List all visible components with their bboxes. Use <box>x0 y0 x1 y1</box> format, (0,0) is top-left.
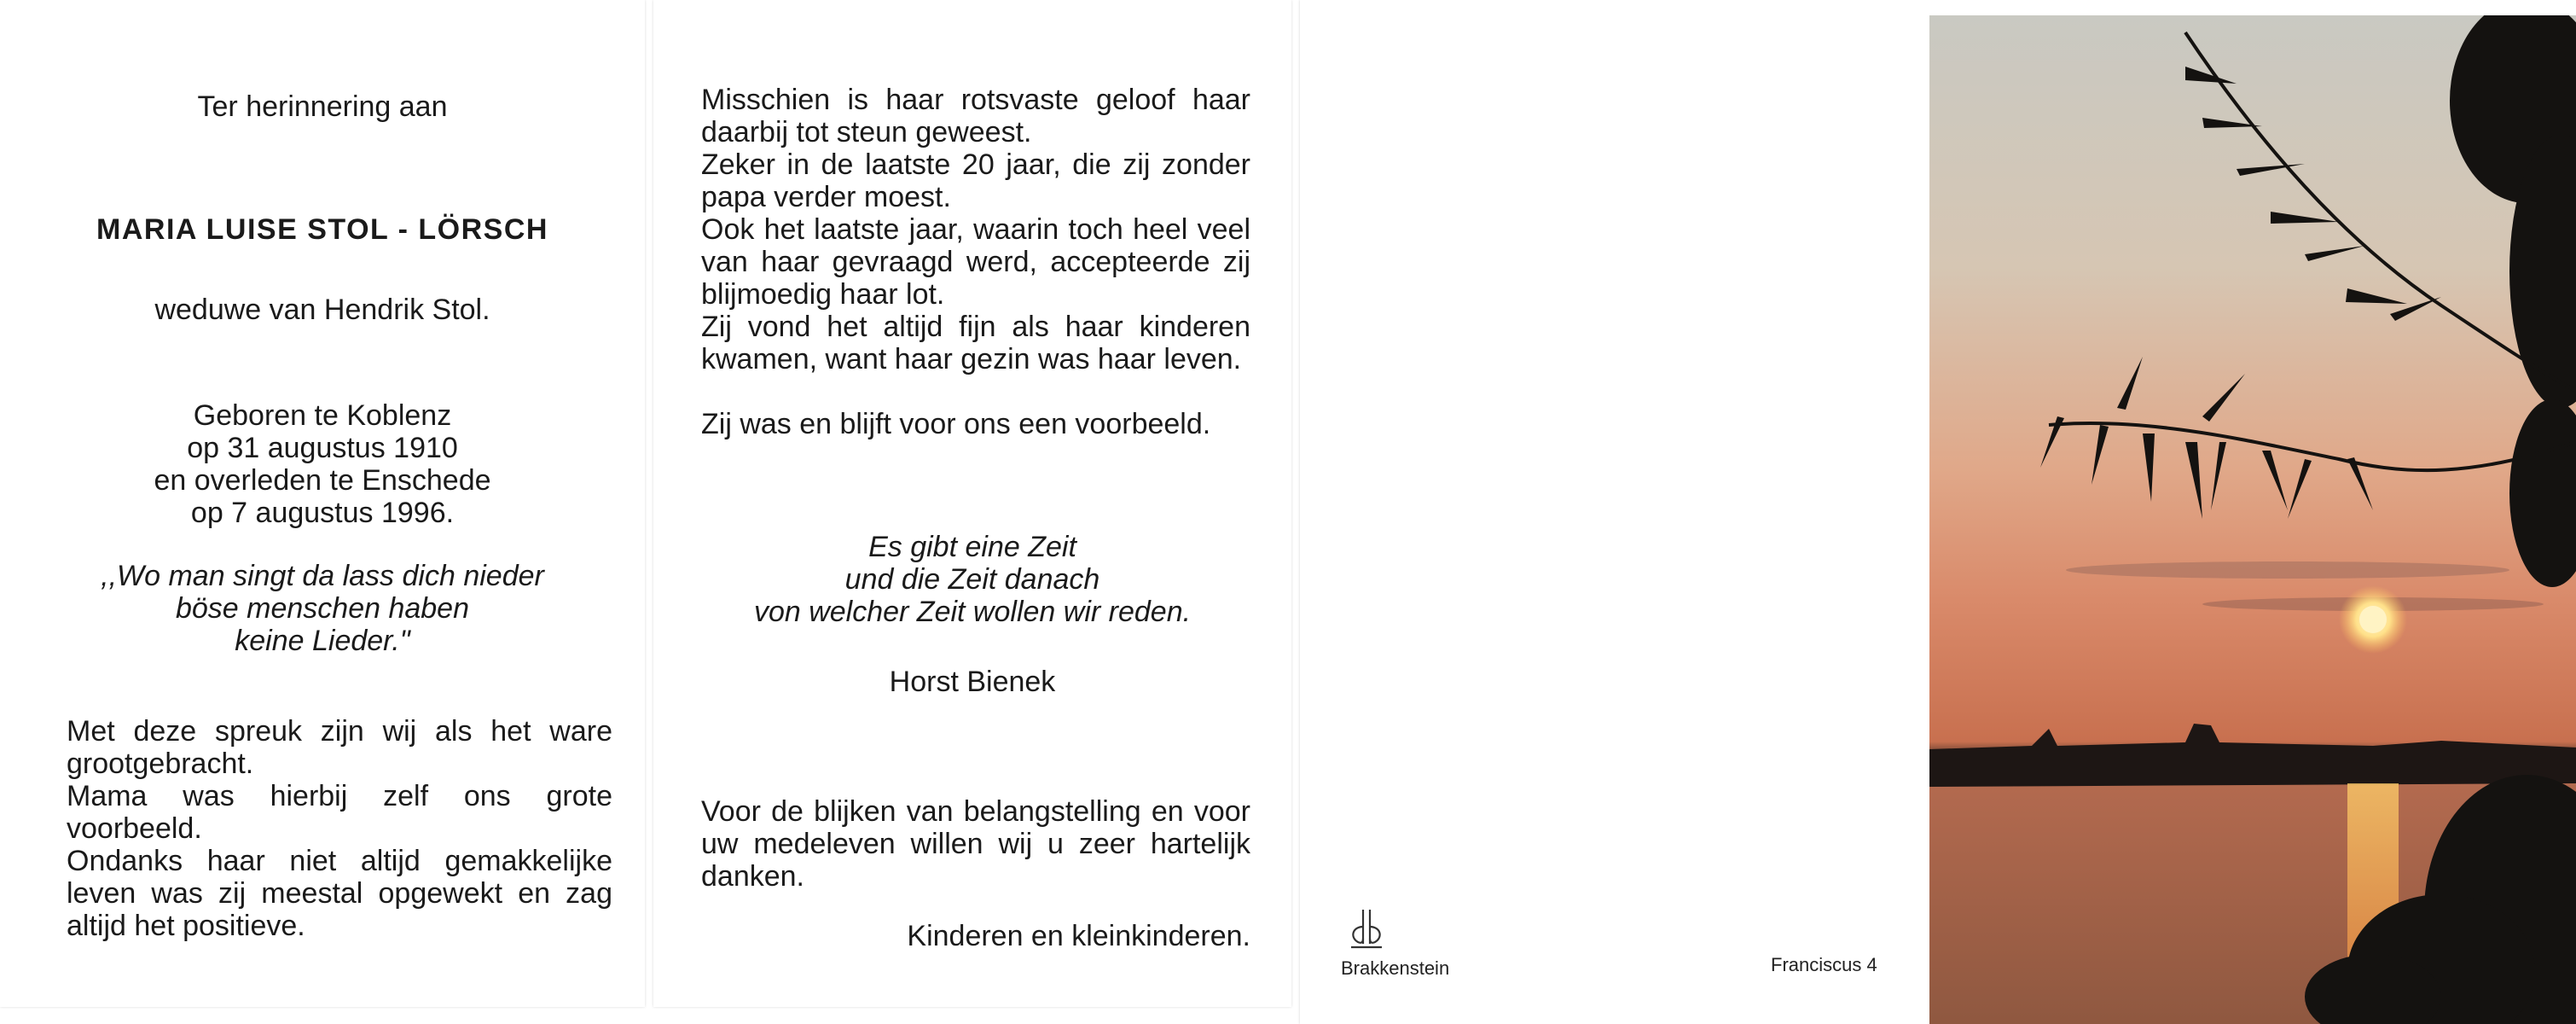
body-paragraph-1: Met deze spreuk zijn wij als het ware grootgebracht. <box>67 715 612 780</box>
poem-line-2: und die Zeit danach <box>844 563 1100 596</box>
publisher-logo-icon <box>1341 905 1392 956</box>
quote-line-1: ,,Wo man singt da lass dich nieder <box>101 560 544 592</box>
body-paragraph-7: Zij vond het altijd fijn als haar kinderen kwamen, want haar gezin was haar leven. <box>701 311 1250 375</box>
brakkenstein-logo <box>1341 905 1469 960</box>
body-paragraph-3: Ondanks haar niet altijd gemakkelijke leven was zij meestal opgewekt en zag altijd het positieve. <box>67 845 612 942</box>
middle-page <box>653 0 1291 1007</box>
birth-line-1: Geboren te Koblenz <box>193 399 452 432</box>
left-page <box>0 0 645 1007</box>
poem-author: Horst Bienek <box>889 666 1056 698</box>
death-line-2: op 7 augustus 1996. <box>190 497 455 529</box>
series-label: Franciscus 4 <box>1771 954 1877 975</box>
body-paragraph-6: Ook het laatste jaar, waarin toch heel veel van haar gevraagd werd, accepteerde zij blijmoedig haar lot. <box>701 213 1250 311</box>
death-line-1: en overleden te Enschede <box>154 464 491 497</box>
deceased-name: MARIA LUISE STOL - LÖRSCH <box>96 213 548 246</box>
body-paragraph-8: Zij was en blijft voor ons een voorbeeld. <box>701 408 1211 440</box>
body-paragraph-4: Misschien is haar rotsvaste geloof haar daarbij tot steun geweest. <box>701 84 1250 148</box>
sunset-landscape-illustration <box>1929 15 2576 1024</box>
body-paragraph-5: Zeker in de laatste 20 jaar, die zij zonder papa verder moest. <box>701 148 1250 213</box>
publisher-name: Brakkenstein <box>1341 957 1450 979</box>
poem-line-1: Es gibt eine Zeit <box>868 531 1076 563</box>
body-paragraph-2: Mama was hierbij zelf ons grote voorbeeld. <box>67 780 612 845</box>
quote-line-2: böse menschen haben <box>175 592 470 625</box>
spouse-line: weduwe van Hendrik Stol. <box>154 294 490 326</box>
thanks-paragraph: Voor de blijken van belangstelling en voor uw medeleven willen wij u zeer hartelijk danken. <box>701 795 1250 893</box>
birth-line-2: op 31 augustus 1910 <box>187 432 458 464</box>
quote-line-3: keine Lieder." <box>235 625 410 657</box>
signature: Kinderen en kleinkinderen. <box>907 920 1250 952</box>
intro-text: Ter herinnering aan <box>197 90 448 123</box>
sunset-photo <box>1929 15 2576 1024</box>
poem-line-3: von welcher Zeit wollen wir reden. <box>753 596 1192 628</box>
